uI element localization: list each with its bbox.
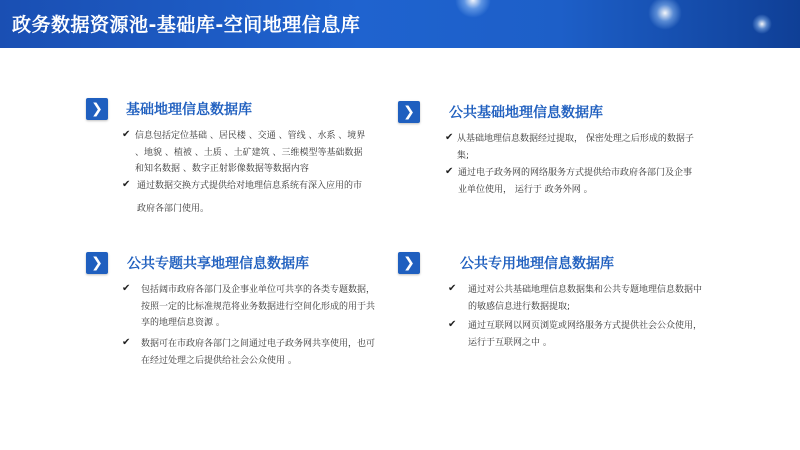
- section-basic-geo-db: [86, 96, 386, 226]
- light-glow-decoration: [455, 0, 491, 18]
- chevron-right-icon: ❯: [398, 101, 420, 123]
- light-glow-decoration: [648, 0, 682, 30]
- check-icon: ✔: [445, 166, 454, 177]
- chevron-right-icon: ❯: [86, 252, 108, 274]
- list-item-text: 从基础地理信息数据经过提取， 保密处理之后形成的数据子集;: [457, 134, 694, 161]
- chevron-right-icon: ❯: [86, 98, 108, 120]
- section-title: 公共专题共享地理信息数据库: [127, 256, 309, 272]
- check-icon: ✔: [448, 319, 457, 330]
- list-item-text: 包括阔市政府各部门及企事业单位可共享的各类专题数据， 按照一定的比标准规范将业务数据进行空间化形成的用于共享的地理信息资源 。: [141, 285, 376, 328]
- section-title: 公共基础地理信息数据库: [449, 105, 603, 121]
- section-title: 公共专用地理信息数据库: [460, 256, 614, 272]
- section-header: [86, 250, 309, 276]
- section-public-thematic-shared-geo-db: [86, 250, 396, 380]
- list-item-text: 通过对公共基础地理信息数据集和公共专题地理信息数据中的敏感信息进行数据提取;: [468, 285, 703, 312]
- check-icon: ✔: [122, 283, 131, 294]
- check-icon: ✔: [122, 179, 131, 190]
- check-icon: ✔: [448, 283, 457, 294]
- light-glow-decoration: [752, 14, 772, 34]
- list-item-text: 通过互联网以网页浏览或网络服务方式提供社会公众使用， 运行于互联网之中 。: [468, 321, 703, 348]
- header-banner: [0, 0, 800, 48]
- check-icon: ✔: [445, 132, 454, 143]
- section-title: 基础地理信息数据库: [126, 102, 252, 118]
- list-item-text: 信息包括定位基础 、居民楼 、交通 、管线 、水系 、境界 、地貌 、植被 、土质 、土矿建筑 、三维模型等基础数据和知名数据 、数字正射影像数据等数据内容: [135, 131, 366, 174]
- page-title: 政务数据资源池-基础库-空间地理信息库: [12, 14, 361, 36]
- section-public-dedicated-geo-db: [398, 250, 718, 370]
- section-header: [86, 96, 252, 122]
- section-public-basic-geo-db: [398, 99, 718, 199]
- section-header: [398, 99, 603, 125]
- chevron-right-icon: ❯: [398, 252, 420, 274]
- list-item-text: 数据可在市政府各部门之间通过电子政务网共享使用，也可在经过处理之后提供给社会公众使用 。: [141, 339, 376, 366]
- section-header: [398, 250, 614, 276]
- check-icon: ✔: [122, 129, 131, 140]
- list-item-text: 通过电子政务网的网络服务方式提供给市政府各部门及企事业单位使用， 运行于 政务外网 。: [458, 168, 693, 195]
- list-item-text: 通过数据交换方式提供给对地理信息系统有深入应用的市政府各部门使用。: [137, 181, 363, 214]
- check-icon: ✔: [122, 337, 131, 348]
